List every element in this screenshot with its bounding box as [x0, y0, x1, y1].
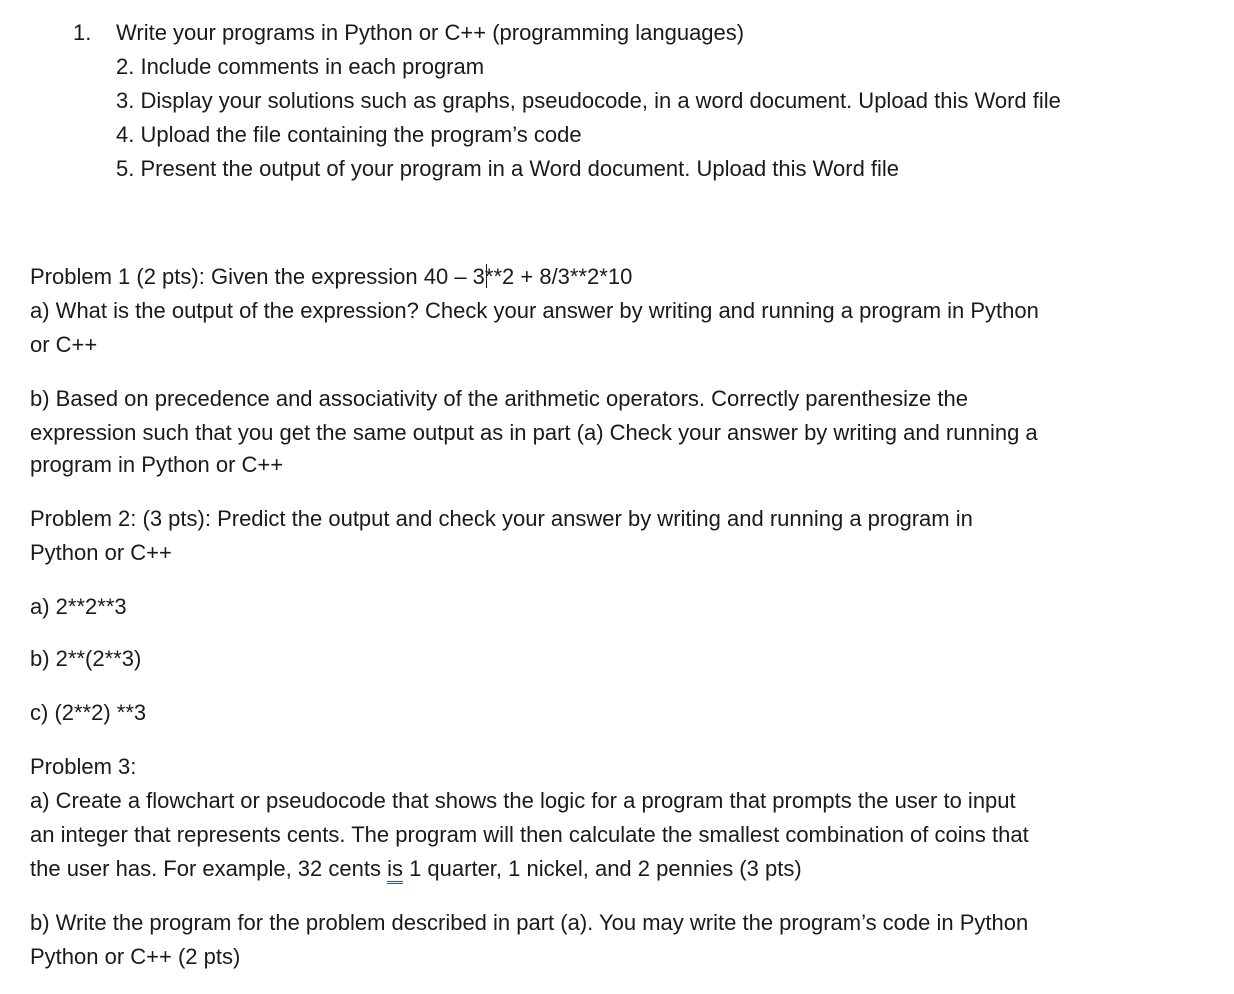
- list-number-1: 1.: [73, 20, 92, 45]
- instruction-item-4: 4. Upload the file containing the program’s code: [116, 122, 582, 147]
- problem-3a-line-3-after: 1 quarter, 1 nickel, and 2 pennies (3 pts): [402, 856, 802, 881]
- instruction-item-3: 3. Display your solutions such as graphs, pseudocode, in a word document. Upload this Word file: [116, 88, 1061, 113]
- problem-2-title-line-2: Python or C++: [30, 540, 172, 565]
- problem-1a-line-2: or C++: [30, 332, 98, 357]
- problem-1a-line-1: a) What is the output of the expression? Check your answer by writing and running a program in Python: [30, 298, 1039, 323]
- grammar-flag-word[interactable]: is: [387, 856, 403, 884]
- problem-2-title-line-1: Problem 2: (3 pts): Predict the output and check your answer by writing and running a program in: [30, 506, 973, 531]
- problem-1b-line-3: program in Python or C++: [30, 452, 284, 477]
- instruction-item-1: Write your programs in Python or C++ (programming languages): [116, 20, 745, 45]
- problem-3a-line-2: an integer that represents cents. The program will then calculate the smallest combination of coins that: [30, 822, 1029, 847]
- problem-1-title-part2: **2 + 8/3**2*10: [484, 264, 633, 289]
- problem-3a-line-1: a) Create a flowchart or pseudocode that shows the logic for a program that prompts the user to input: [30, 788, 1016, 813]
- problem-3a-line-3: [30, 856, 802, 882]
- problem-1-title[interactable]: [30, 264, 632, 290]
- problem-3b-line-1: b) Write the program for the problem described in part (a). You may write the program’s code in Python: [30, 910, 1029, 935]
- problem-3a-line-3-before: the user has. For example, 32 cents: [30, 856, 388, 881]
- instruction-item-5: 5. Present the output of your program in a Word document. Upload this Word file: [116, 156, 900, 181]
- problem-2c: c) (2**2) **3: [30, 700, 147, 725]
- problem-2a: a) 2**2**3: [30, 594, 127, 619]
- problem-1b-line-1: b) Based on precedence and associativity of the arithmetic operators. Correctly parenthesize the: [30, 386, 968, 411]
- problem-3b-line-2: Python or C++ (2 pts): [30, 944, 241, 969]
- problem-2b: b) 2**(2**3): [30, 646, 142, 671]
- problem-3-title: Problem 3:: [30, 754, 137, 779]
- problem-1b-line-2: expression such that you get the same output as in part (a) Check your answer by writing and running a: [30, 420, 1038, 445]
- instruction-item-2: 2. Include comments in each program: [116, 54, 485, 79]
- problem-1-title-part1: Problem 1 (2 pts): Given the expression 40 – 3: [30, 264, 485, 289]
